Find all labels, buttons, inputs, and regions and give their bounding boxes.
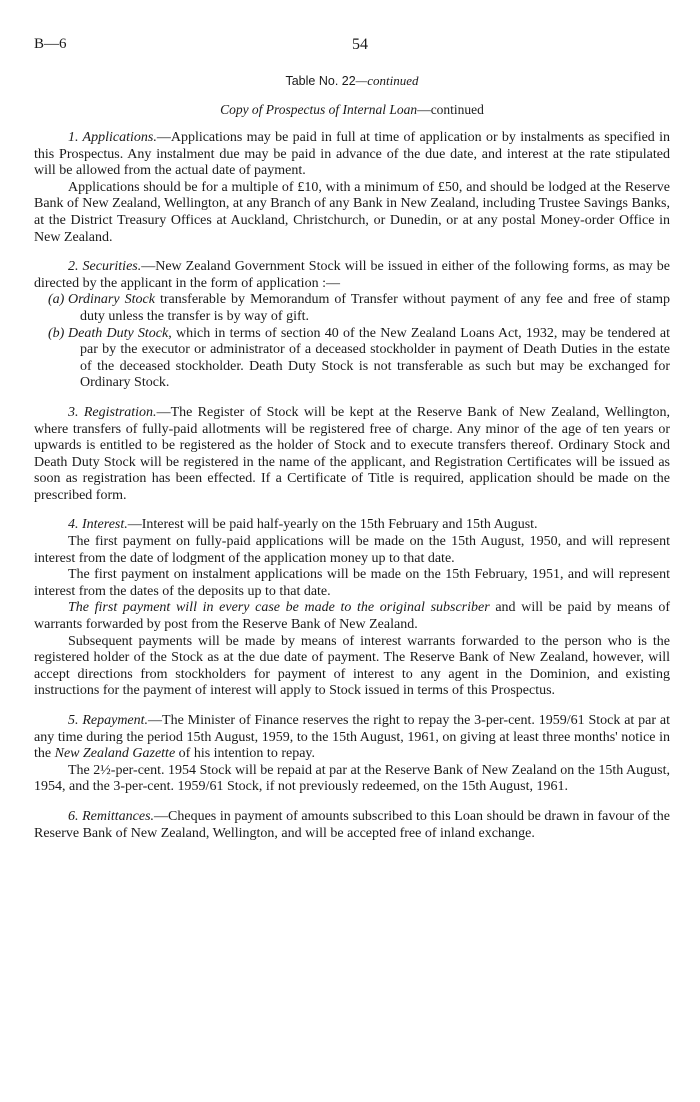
- list-text: [68, 292, 670, 325]
- subtitle-suffix: —continued: [417, 102, 484, 117]
- paragraph: Subsequent payments will be made by means of interest warrants forwarded to the person who is the registered holder of the Stock as at the due date of payment. The Reserve Bank of New Zealand, however, will accept directions from stockholders for payment of interest to any agent in the Dominion, and existing instructions for the payment of interest will apply to Stock issued in terms of this Prospectus.: [34, 633, 670, 699]
- paragraph: [34, 517, 670, 534]
- section-registration: [34, 405, 670, 505]
- list-marker: (b): [48, 325, 65, 341]
- section-remittances: [34, 809, 670, 842]
- section-heading: 2. Securities.: [68, 259, 142, 275]
- section-heading: 3. Registration.: [68, 404, 157, 420]
- subtitle-italic: Copy of Prospectus of Internal Loan: [220, 102, 418, 117]
- list-marker: (a): [48, 292, 65, 308]
- paragraph-text: and will be paid by means of warrants forwarded by post from the Reserve Bank of New Zealand.: [34, 600, 671, 633]
- section-heading: 4. Interest.: [68, 517, 128, 533]
- paragraph-text: —The Minister of Finance reserves the right to repay the 3-per-cent. 1959/61 Stock at par at any time during the period 15th August, 1959, to the 15th August, 1961, on giving at least three months' notice in the: [34, 713, 670, 762]
- paragraph: [34, 405, 670, 505]
- section-heading: 1. Applications.: [68, 130, 157, 145]
- paragraph-text: —New Zealand Government Stock will be issued in either of the following forms, as may be directed by the applicant in the form of application :—: [34, 259, 670, 291]
- document-body: [34, 73, 670, 855]
- list-text: [68, 326, 670, 392]
- table-title: [34, 73, 670, 89]
- subtitle: [34, 102, 670, 118]
- paragraph: [34, 130, 670, 180]
- section-heading: 5. Repayment.: [68, 713, 149, 728]
- paragraph: [34, 600, 670, 633]
- list-text-body: , which in terms of section 40 of the New Zealand Loans Act, 1932, may be tendered at par by the executor or administrator of a deceased stockholder in payment of Death Duties in the estate of the deceased stockholder. Death Duty Stock is not transferable as such but may be exchanged for Ordinary Stock.: [80, 325, 671, 391]
- paragraph: Applications should be for a multiple of £10, with a minimum of £50, and should be lodged at the Reserve Bank of New Zealand, Wellington, at any Branch of any Bank in New Zealand, including Trustee Savings Banks, at the District Treasury Offices at Auckland, Christchurch, or Dunedin, or at any postal Money-order Office in New Zealand.: [34, 179, 670, 245]
- paragraph-text: of his intention to repay.: [175, 746, 315, 762]
- paragraph-text: —Applications may be paid in full at time of application or by instalments as specified in this Prospectus. Any instalment due may be paid in advance of the due date, and interest at the rate stipulated will be allowed from the actual date of payment.: [34, 130, 670, 179]
- term: Ordinary Stock: [68, 292, 155, 308]
- section-heading: 6. Remittances.: [68, 808, 155, 824]
- paragraph: The first payment on instalment applications will be made on the 15th February, 1951, and will represent interest from the dates of the deposits up to that date.: [34, 567, 670, 599]
- paragraph: [34, 713, 670, 763]
- emphasis: The first payment will in every case be made to the original subscriber: [68, 600, 490, 616]
- list-text-body: transferable by Memorandum of Transfer without payment of any fee and free of stamp duty unless the transfer is by way of gift.: [80, 292, 670, 324]
- gazette-title: New Zealand Gazette: [54, 746, 176, 762]
- paragraph: The 2½-per-cent. 1954 Stock will be repaid at par at the Reserve Bank of New Zealand on the 15th August, 1954, and the 3-per-cent. 1959/61 Stock, if not previously redeemed, on the 15th August, 1961.: [34, 762, 670, 795]
- list-item: [34, 292, 670, 325]
- section-repayment: [34, 713, 670, 796]
- term: Death Duty Stock: [68, 325, 169, 341]
- paragraph-text: —The Register of Stock will be kept at the Reserve Bank of New Zealand, Wellington, where transfers of fully-paid allotments will be registered free of charge. Any minor of the age of ten years or upwards is entitled to be registered as the holder of Stock and to execute transfers thereof. Ordinary Stock and Death Duty Stock will be registered in the name of the applicant, and Registration Certificates will be issued as soon as registration has been effected. If a Certificate of Title is required, application should be made on the prescribed form.: [34, 404, 670, 503]
- paragraph-text: —Cheques in payment of amounts subscribed to this Loan should be drawn in favour of the Reserve Bank of New Zealand, Wellington, and will be accepted free of inland exchange.: [34, 808, 671, 841]
- page-code: B—6: [34, 36, 67, 52]
- table-title-suffix: —continued: [355, 73, 419, 88]
- table-title-main: Table No. 22: [285, 74, 356, 88]
- paragraph: The first payment on fully-paid applications will be made on the 15th August, 1950, and will represent interest from the date of lodgment of the application money up to that date.: [34, 534, 670, 566]
- page-header: [34, 36, 670, 56]
- section-applications: [34, 130, 670, 246]
- paragraph: [34, 809, 670, 842]
- paragraph: [34, 259, 670, 292]
- paragraph-text: —Interest will be paid half-yearly on the 15th February and 15th August.: [127, 517, 538, 533]
- list-item: [34, 326, 670, 392]
- section-interest: [34, 517, 670, 700]
- page-number: 54: [352, 36, 368, 53]
- section-securities: [34, 259, 670, 392]
